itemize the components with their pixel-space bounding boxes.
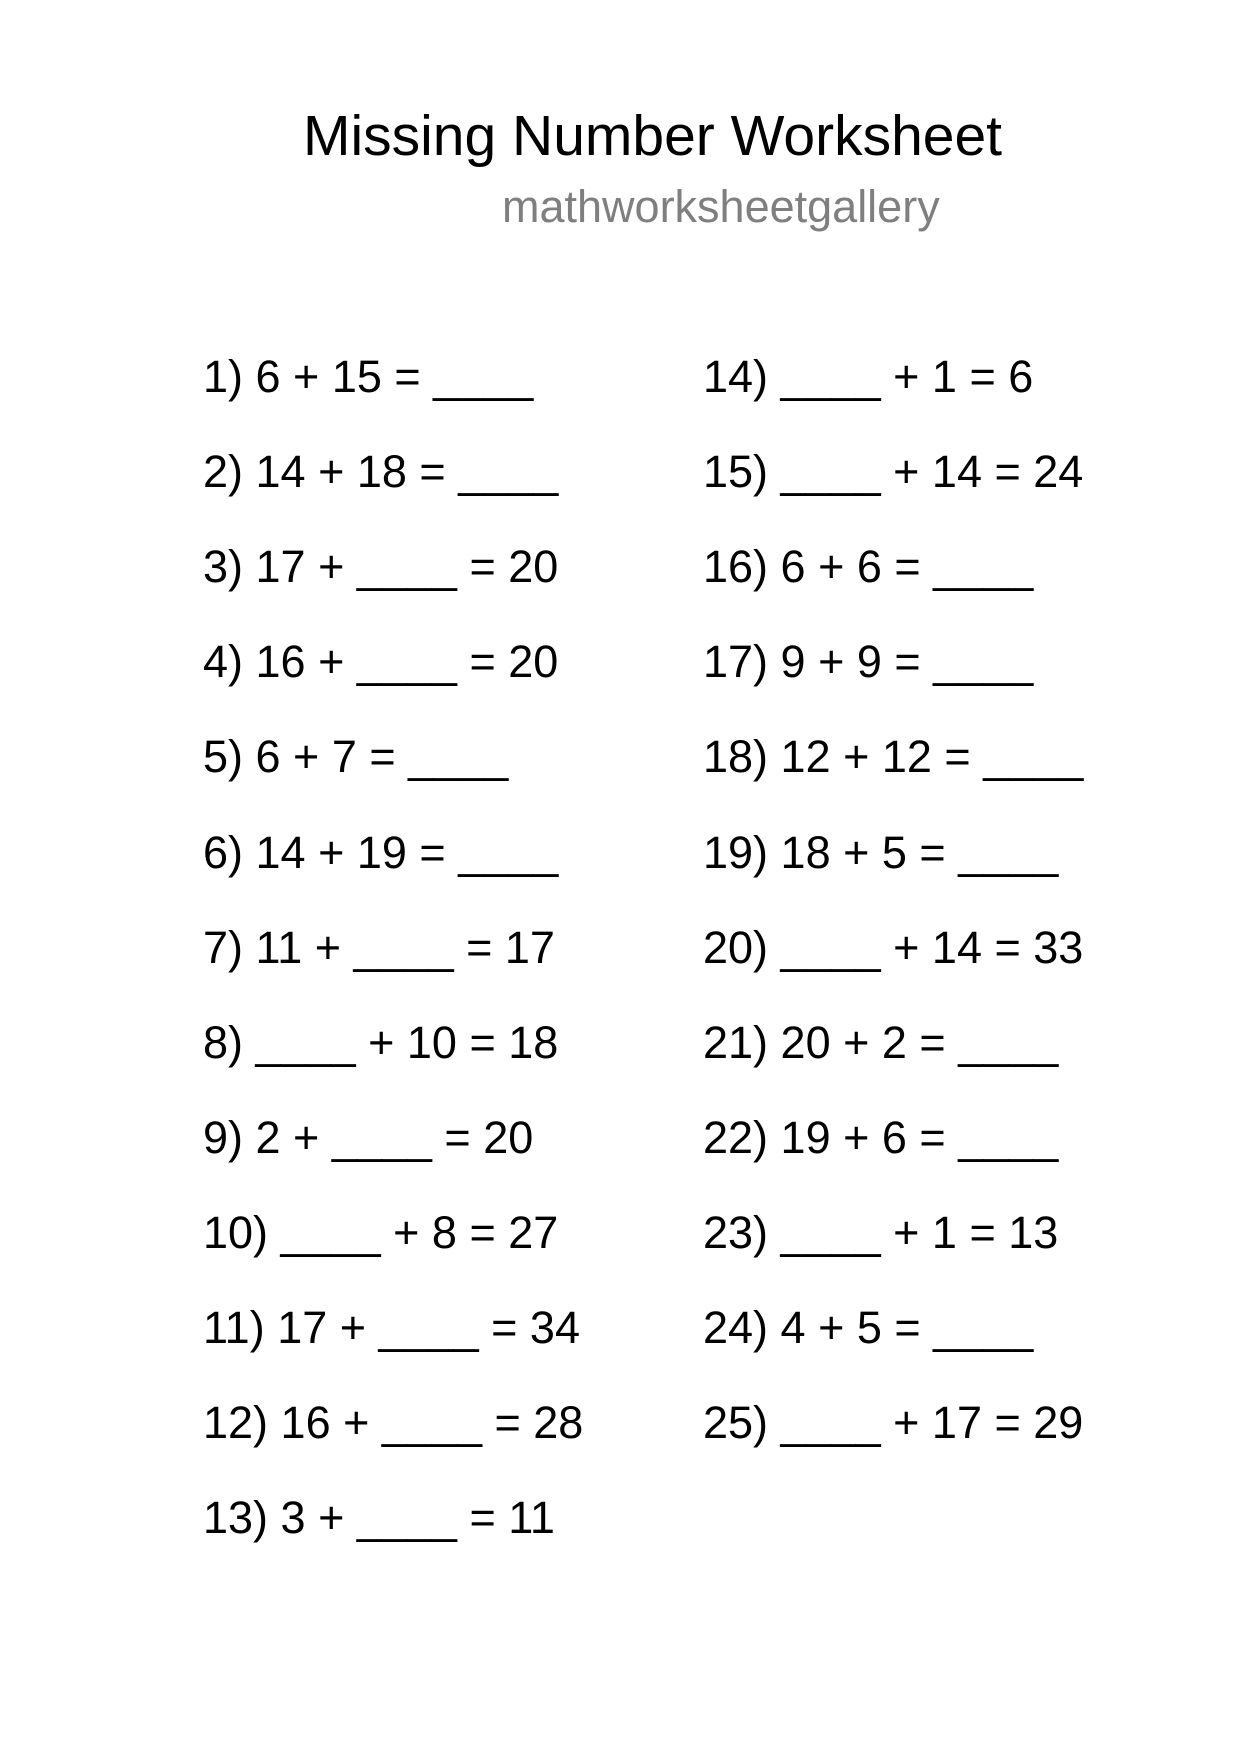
problem-item: 18) 12 + 12 = ____ — [703, 731, 1084, 783]
problem-item: 21) 20 + 2 = ____ — [703, 1016, 1059, 1068]
problem-item: 2) 14 + 18 = ____ — [203, 446, 559, 498]
problem-item: 7) 11 + ____ = 17 — [203, 921, 555, 973]
problem-item: 17) 9 + 9 = ____ — [703, 636, 1034, 688]
problem-item: 1) 6 + 15 = ____ — [203, 351, 534, 402]
problem-item: 19) 18 + 5 = ____ — [703, 826, 1059, 878]
page-subtitle: mathworksheetgallery — [502, 181, 940, 232]
problem-item: 20) ____ + 14 = 33 — [703, 921, 1084, 973]
problem-item: 9) 2 + ____ = 20 — [203, 1111, 534, 1163]
problem-item: 4) 16 + ____ = 20 — [203, 636, 559, 688]
problem-item: 5) 6 + 7 = ____ — [203, 731, 509, 783]
problem-item: 24) 4 + 5 = ____ — [703, 1302, 1034, 1353]
problem-item: 3) 17 + ____ = 20 — [203, 541, 559, 593]
problem-item: 12) 16 + ____ = 28 — [203, 1397, 584, 1449]
problem-item: 16) 6 + 6 = ____ — [703, 541, 1034, 593]
problem-item: 15) ____ + 14 = 24 — [703, 446, 1084, 498]
problem-item: 6) 14 + 19 = ____ — [203, 826, 559, 878]
problem-item: 23) ____ + 1 = 13 — [703, 1206, 1059, 1258]
problem-item: 14) ____ + 1 = 6 — [703, 351, 1034, 402]
problem-item: 11) 17 + ____ = 34 — [203, 1302, 580, 1353]
problem-item: 25) ____ + 17 = 29 — [703, 1397, 1084, 1449]
problem-item: 10) ____ + 8 = 27 — [203, 1206, 559, 1258]
problem-item: 22) 19 + 6 = ____ — [703, 1111, 1059, 1163]
problem-item: 8) ____ + 10 = 18 — [203, 1016, 559, 1068]
problem-item: 13) 3 + ____ = 11 — [203, 1492, 555, 1544]
page-title: Missing Number Worksheet — [303, 104, 1003, 168]
